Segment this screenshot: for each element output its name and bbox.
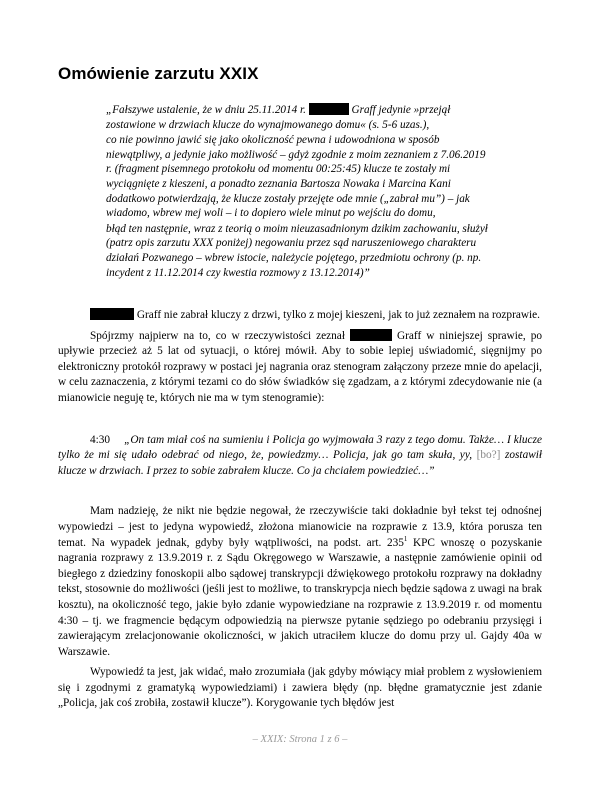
paragraph	[58, 308, 542, 324]
recording-transcript	[58, 433, 542, 480]
redaction-block	[350, 329, 392, 341]
quote-paragraph	[106, 103, 494, 132]
paragraph	[58, 329, 542, 407]
transcript-text: „On tam miał coś na sumieniu i Policja go wyjmowała 3 razy z tego domu. Także… I klucze tylko że mi się udało odebrać od niego, że, powiedzmy… Policja, jak go tam skuła, yy,	[58, 433, 542, 462]
uncertain-word: [bo?]	[476, 449, 501, 462]
paragraph	[58, 504, 542, 660]
timestamp: 4:30	[90, 433, 111, 446]
superscript: 1	[403, 534, 408, 543]
paragraph-text: Graff nie zabrał kluczy z drzwi, tylko z mojej kieszeni, jak to już zeznałem na rozprawie.	[136, 309, 540, 321]
paragraph: Wypowiedź ta jest, jak widać, mało zrozumiała (jak gdyby mówiący miał problem z wysłowieniem się i zgodnymi z gramatyką wypowiedziami) i zawiera błędy (np. błędne gramatycznie jest zdanie „Policja, jak coś zrobiła, zostawił klucze”). Korygowanie tych błędów jest	[58, 666, 542, 710]
transcript-text: zostawił klucze w drzwiach. I przez to sobie zabrałem klucze. Co ja chciałem powiedzieć…”	[58, 449, 543, 477]
quote-text: „Fałszywe ustalenie, że w dniu 25.11.2014 r.	[106, 104, 306, 116]
body-text	[58, 308, 542, 712]
redaction-block	[309, 103, 349, 115]
quote-paragraph: błąd ten następnie, wraz z teorią o moim nieuzasadnionym dzikim zachowaniu, służył (patrz opis zarzutu XXX poniżej) negowaniu przez sąd naruszeniowego charakteru działań Pozwanego – wbrew istocie, należycie pojętego, przedmiotu ochrony (p. np. incydent z 11.12.2014 czy kwestia rozmowy z 13.12.2014)”	[106, 222, 488, 279]
page-title: Omówienie zarzutu XXIX	[58, 64, 259, 83]
paragraph-text: Graff w niniejszej sprawie, po upływie przecież aż 5 lat od sytuacji, o której mówił. Aby to sobie lepiej uświadomić, sięgnijmy po elektroniczny protokół rozprawy w postaci jej nagrania oraz stenogram załączony przeze mnie do apelacji, w celu zaznaczenia, z którymi tezami co do słów świadków się zgadzam, a z którymi zdecydowanie nie (a mianowicie neguję te, których nie ma w tym stenogramie):	[58, 329, 542, 404]
paragraph-text: Mam nadzieję, że nikt nie będzie negował, że rzeczywiście taki dokładnie był tekst tej odnośnej wypowiedzi – jest to jedyna wypowiedź, złożona mianowicie na rozprawie z 13.9, która porusza ten temat. Na wypadek jednak, gdyby były wątpliwości, na podst. art. 235	[58, 505, 542, 549]
quote-text: (s. 5-6 uzas.),	[368, 118, 430, 131]
redaction-block	[90, 308, 134, 320]
page-footer: – XXIX: Strona 1 z 6 –	[252, 734, 348, 745]
block-quote	[106, 103, 494, 281]
paragraph-text: Spójrzmy najpierw na to, co w rzeczywistości zeznał	[90, 329, 345, 342]
quote-paragraph: co nie powinno jawić się jako okoliczność pewna i udowodniona w sposób niewątpliwy, a jedynie jako możliwość – gdyż zgodnie z moim zeznaniem z 7.06.2019 r. (fragment pisemnego protokołu od momentu 00:25:45) klucze te zostały mi wyciągnięte z kieszeni, a ponadto zeznania Bartosza Nowaka i Marcina Kani dodatkowo potwierdzają, że klucze zostały przejęte ode mnie („zabrał mu”) – jak wiadomo, wbrew mej woli – i to dopiero wiele minut po wejściu do domu,	[106, 134, 486, 220]
paragraph-text: KPC wnoszę o pozyskanie nagrania rozprawy z 13.9.2019 r. z Sądu Okręgowego w Warszawie, a następnie zamówienie opinii od biegłego z dziedziny fonoskopii albo sądowej transkrypcji dźwiękowego protokołu rozprawy na dokładny tekst, stosownie do możliwości (jeśli jest to możliwe, to transkrypcja niech będzie sądowa z uwagi na brak kosztu), na okoliczność tego, jakie było zdanie wypowiedziane na rozprawie z 13.9.2019 r. od momentu 4:30 – tj. we fragmencie będącym odpowiedzią na pierwsze pytanie sędziego po odebraniu przysięgi i zawierającym zrelacjonowanie okoliczności, w jakich utraciłem klucze do domu przy ul. Gajdy 40a w Warszawie.	[58, 536, 542, 658]
quote-text: Graff jedynie »przejął zostawione w drzwiach klucze do wynajmowanego domu«	[106, 104, 451, 131]
